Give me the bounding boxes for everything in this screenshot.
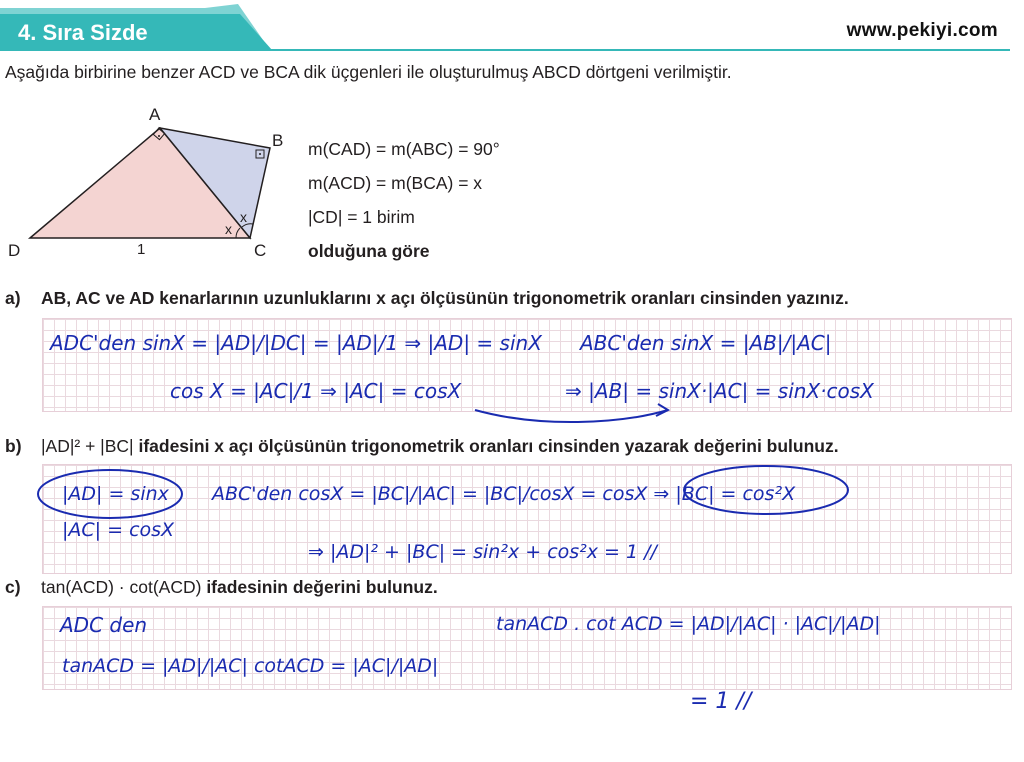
hw-b-line2: |AC| = cosX	[62, 519, 175, 541]
side-label-dc: 1	[137, 241, 146, 258]
hw-a-line3: ABC'den sinX = |AB|/|AC|	[580, 331, 832, 355]
hw-a-line4: ⇒ |AB| = sinX·|AC| = sinX·cosX	[565, 379, 874, 403]
angle-label-acd: x	[225, 221, 232, 237]
vertex-label-a: A	[149, 105, 161, 124]
question-c-expression: tan(ACD) · cot(ACD)	[41, 577, 202, 597]
section-title: 4. Sıra Sizde	[18, 20, 148, 45]
given-length-cd: |CD| = 1 birim	[308, 207, 415, 227]
hw-c-line1: ADC den	[60, 613, 148, 637]
problem-intro: Aşağıda birbirine benzer ACD ve BCA dik üçgenleri ile oluşturulmuş ABCD dörtgeni verilmiştir.	[5, 62, 732, 82]
given-conclusion: olduğuna göre	[308, 241, 430, 261]
question-b-text: ifadesini x açı ölçüsünün trigonometrik oranları cinsinden yazarak değerini bulunuz.	[138, 436, 839, 456]
hw-b-line3: ABC'den cosX = |BC|/|AC| = |BC|/cosX = cosX ⇒ |BC| = cos²X	[212, 483, 796, 505]
given-angles-x: m(ACD) = m(BCA) = x	[308, 173, 483, 193]
hw-a-arrow	[475, 410, 668, 422]
angle-label-bca: x	[240, 209, 247, 225]
question-b-expression: |AD|² + |BC|	[41, 436, 134, 456]
question-c	[5, 577, 438, 598]
vertex-label-c: C	[254, 241, 267, 260]
hw-c-line3: tanACD . cot ACD = |AD|/|AC| · |AC|/|AD|	[496, 613, 881, 635]
question-a-label: a)	[5, 288, 21, 308]
website-url: www.pekiyi.com	[846, 20, 998, 41]
question-c-text: ifadesinin değerini bulunuz.	[206, 577, 438, 597]
question-a-text: AB, AC ve AD kenarlarının uzunluklarını x açı ölçüsünün trigonometrik oranları cinsinden yazınız.	[41, 288, 849, 308]
hw-a-line2: cos X = |AC|/1 ⇒ |AC| = cosX	[170, 379, 462, 403]
question-b	[5, 436, 839, 457]
hw-b-line1: |AD| = sinx	[62, 483, 169, 505]
hw-c-line2: tanACD = |AD|/|AC| cotACD = |AC|/|AD|	[62, 655, 439, 677]
question-c-label: c)	[5, 577, 21, 597]
hw-a-line1: ADC'den sinX = |AD|/|DC| = |AD|/1 ⇒ |AD| = sinX	[50, 331, 542, 355]
question-b-label: b)	[5, 436, 22, 456]
given-angles-right: m(CAD) = m(ABC) = 90°	[308, 139, 500, 159]
hw-c-line4: = 1 //	[690, 689, 752, 714]
vertex-label-d: D	[8, 241, 21, 260]
hw-b-line4: ⇒ |AD|² + |BC| = sin²x + cos²x = 1 //	[308, 541, 657, 563]
vertex-label-b: B	[272, 131, 284, 150]
